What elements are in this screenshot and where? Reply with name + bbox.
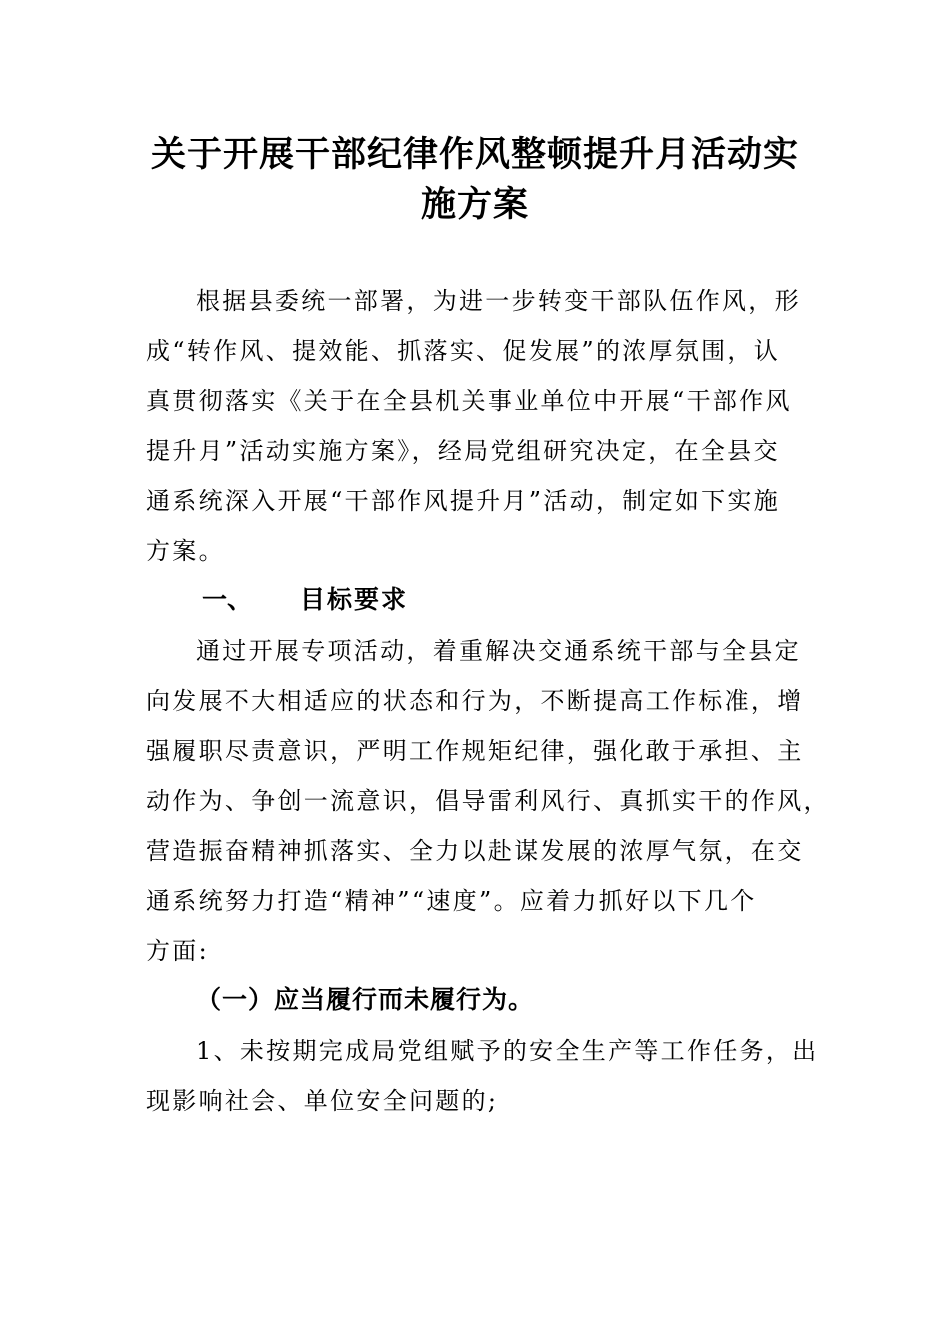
paragraph-line: 营造振奋精神抓落实、全力以赴谋发展的浓厚气氛，在交 (146, 837, 804, 865)
document-title-line-1: 关于开展干部纪律作风整顿提升月活动实 (150, 134, 799, 175)
paragraph-line: 1、未按期完成局党组赋予的安全生产等工作任务，出 (196, 1037, 819, 1065)
paragraph-line: 向发展不大相适应的状态和行为，不断提高工作标准，增 (146, 687, 804, 715)
paragraph-line: 通系统努力打造“精神”“速度”。应着力抓好以下几个 (146, 887, 757, 915)
section-heading: 目标要求 (300, 585, 409, 614)
paragraph-line: 通系统深入开展“干部作风提升月”活动，制定如下实施 (146, 487, 781, 515)
paragraph-line: 动作为、争创一流意识，倡导雷利风行、真抓实干的作风， (146, 787, 830, 815)
paragraph-line: 强履职尽责意识，严明工作规矩纪律，强化敢于承担、主 (146, 737, 804, 765)
paragraph-line: 方案。 (146, 537, 225, 565)
paragraph-line: 现影响社会、单位安全问题的; (146, 1087, 499, 1115)
section-number: 一、 (202, 585, 253, 614)
subsection-heading: （一）应当履行而未履行为。 (196, 985, 535, 1014)
paragraph-line: 真贯彻落实《关于在全县机关事业单位中开展“干部作风 (146, 387, 792, 415)
document-title-line-2: 施方案 (420, 184, 529, 225)
paragraph-line: 通过开展专项活动，着重解决交通系统干部与全县定 (196, 637, 801, 665)
paragraph-line: 方面: (146, 937, 209, 965)
paragraph-line: 根据县委统一部署，为进一步转变干部队伍作风，形 (196, 287, 801, 315)
paragraph-line: 提升月”活动实施方案》，经局党组研究决定，在全县交 (146, 437, 780, 465)
paragraph-line: 成“转作风、提效能、抓落实、促发展”的浓厚氛围，认 (146, 337, 781, 365)
